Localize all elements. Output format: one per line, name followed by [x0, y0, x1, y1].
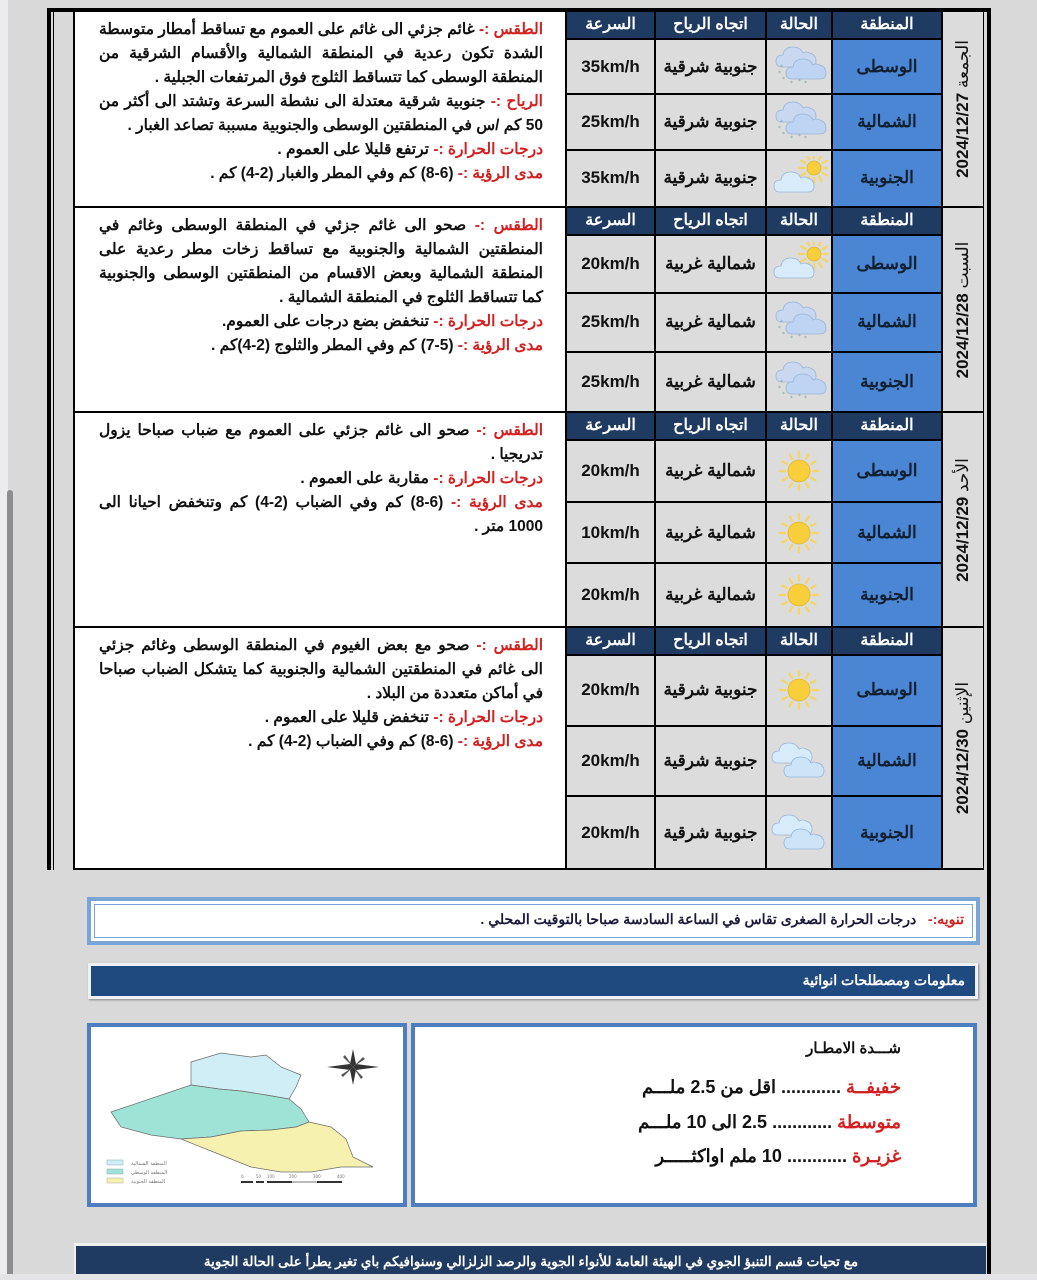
wind-direction-cell: جنوبية شرقية — [656, 727, 767, 798]
svg-text:*: * — [782, 390, 785, 398]
day-description — [75, 413, 567, 626]
rain-dots: ............ — [781, 1077, 842, 1097]
header-state: الحالة — [767, 12, 833, 40]
temperature-line — [99, 310, 543, 334]
cloud-rain-snow-icon — [770, 360, 828, 404]
table-header — [567, 628, 943, 656]
state-cell — [767, 236, 833, 294]
weather-line — [99, 18, 543, 90]
rain-label: خفيفــة — [846, 1077, 901, 1097]
svg-text:*: * — [804, 394, 807, 402]
table-row — [567, 294, 943, 352]
temperature-text: ترتفع قليلا على العموم . — [277, 141, 429, 158]
speed-cell: 20km/h — [567, 656, 656, 727]
svg-text:*: * — [790, 335, 793, 343]
iraq-regions-map — [87, 1023, 407, 1207]
wind-direction-cell: جنوبية شرقية — [656, 151, 767, 206]
weather-text: صحو الى غائم جزئي في المنطقة الوسطى وغائم في المنطقتين الشمالية والجنوبية مع تساقط زخات مطر رعدية على المنطقة الشمالية وبعض الاقسام من المنطقتين الوسطى والجنوبية كما تتساقط الثلوج في المنطقة الشمالية . — [99, 217, 543, 306]
state-cell — [767, 151, 833, 206]
partly-cloudy-icon — [770, 242, 828, 286]
day-date — [953, 40, 973, 178]
legend-central: المنطقة الوسطى — [131, 1170, 168, 1176]
day-name: الأحد — [953, 457, 972, 492]
header-wind-direction: اتجاه الرياح — [656, 413, 767, 441]
rain-intensity-title: شـــدة الامطـار — [806, 1040, 901, 1057]
day-block — [75, 206, 984, 411]
header-state: الحالة — [767, 628, 833, 656]
wind-direction-cell: شمالية غربية — [656, 564, 767, 626]
header-wind-direction: اتجاه الرياح — [656, 628, 767, 656]
forecast-table — [73, 12, 984, 870]
state-cell — [767, 797, 833, 868]
sun-icon — [770, 668, 828, 712]
weather-text: صحو مع بعض الغيوم في المنطقة الوسطى وغائم جزئي الى غائم في المنطقتين الشمالية والجنوبية كما يتشكل الضباب صباحا في أماكن متعددة من البلاد . — [99, 637, 543, 702]
header-wind-direction: اتجاه الرياح — [656, 12, 767, 40]
rain-dots: ............ — [772, 1112, 833, 1132]
weather-text: غائم جزئي الى غائم على العموم مع تساقط أمطار متوسطة الشدة تكون رعدية في المنطقة الشمالية والأقسام الشرقية من المنطقة الوسطى كما تتساقط الثلوج فوق المرتفعات الجبلية . — [99, 21, 543, 86]
region-cell: الوسطى — [833, 236, 943, 294]
svg-text:*: * — [804, 134, 807, 142]
day-block — [75, 12, 984, 206]
speed-cell: 20km/h — [567, 564, 656, 626]
state-cell — [767, 656, 833, 727]
date: 2024/12/28 — [953, 292, 972, 378]
header-speed: السرعة — [567, 628, 656, 656]
header-speed: السرعة — [567, 413, 656, 441]
visibility-label: مدى الرؤية :- — [451, 494, 543, 511]
state-cell — [767, 727, 833, 798]
header-region: المنطقة — [833, 413, 943, 441]
weather-line — [99, 214, 543, 310]
note — [94, 904, 973, 938]
visibility-label: مدى الرؤية :- — [457, 337, 543, 354]
region-table — [567, 628, 943, 868]
speed-cell: 25km/h — [567, 95, 656, 150]
visibility-label: مدى الرؤية :- — [457, 165, 543, 182]
weather-label: الطقس :- — [476, 422, 543, 439]
region-cell: الوسطى — [833, 441, 943, 503]
speed-cell: 35km/h — [567, 40, 656, 95]
weather-label: الطقس :- — [474, 217, 543, 234]
sun-icon — [770, 449, 828, 493]
speed-cell: 20km/h — [567, 441, 656, 503]
date: 2024/12/30 — [953, 729, 972, 815]
visibility-text: (5-7) كم وفي المطر والثلوج (2-4)كم . — [211, 337, 454, 354]
frame-border — [53, 8, 54, 870]
svg-text:*: * — [804, 79, 807, 87]
svg-text:*: * — [780, 63, 783, 71]
weather-line — [99, 419, 543, 467]
region-table — [567, 413, 943, 626]
speed-cell: 20km/h — [567, 727, 656, 798]
svg-text:*: * — [778, 384, 781, 392]
speed-cell: 25km/h — [567, 294, 656, 352]
weather-line — [99, 634, 543, 706]
day-name: الجمعة — [953, 40, 972, 89]
table-row — [567, 236, 943, 294]
visibility-label: مدى الرؤية :- — [457, 733, 543, 750]
wind-direction-cell: جنوبية شرقية — [656, 656, 767, 727]
svg-text:*: * — [790, 134, 793, 142]
table-row — [567, 656, 943, 727]
svg-text:*: * — [778, 325, 781, 333]
region-cell: الشمالية — [833, 95, 943, 150]
region-table — [567, 208, 943, 411]
header-speed: السرعة — [567, 208, 656, 236]
rain-value: 2.5 الى 10 ملـــم — [638, 1112, 768, 1132]
svg-text:*: * — [798, 333, 801, 341]
day-block — [75, 626, 984, 868]
region-cell: الجنوبية — [833, 564, 943, 626]
svg-text:*: * — [778, 124, 781, 132]
weather-text: صحو الى غائم جزئي على العموم مع ضباب صباحا يزول تدريجيا . — [99, 422, 543, 463]
frame-border — [47, 8, 51, 870]
table-row — [567, 441, 943, 503]
temperature-label: درجات الحرارة :- — [433, 313, 543, 330]
date-column — [943, 413, 984, 626]
header-region: المنطقة — [833, 628, 943, 656]
cloud-rain-snow-icon — [770, 45, 828, 89]
speed-cell: 10km/h — [567, 503, 656, 565]
temperature-label: درجات الحرارة :- — [433, 470, 543, 487]
rain-row-moderate — [638, 1112, 901, 1133]
scale-tick: 300 — [313, 1174, 321, 1179]
table-row — [567, 95, 943, 150]
note-text: درجات الحرارة الصغرى تقاس في الساعة السادسة صباحا بالتوقيت المحلي . — [480, 911, 917, 927]
region-table — [567, 12, 943, 206]
svg-text:*: * — [798, 132, 801, 140]
legend-south: المنطقة الجنوبية — [131, 1179, 166, 1185]
wind-direction-cell: جنوبية شرقية — [656, 95, 767, 150]
temperature-line — [99, 138, 543, 162]
rain-value: اقل من 2.5 ملـــم — [641, 1077, 776, 1097]
cloudy-icon — [770, 739, 828, 783]
table-header — [567, 413, 943, 441]
scale-tick: 100 — [267, 1174, 275, 1179]
svg-text:*: * — [790, 394, 793, 402]
date-column — [943, 628, 984, 868]
svg-text:*: * — [780, 319, 783, 327]
day-name: السبت — [953, 241, 972, 289]
temperature-label: درجات الحرارة :- — [433, 709, 543, 726]
svg-text:*: * — [804, 335, 807, 343]
wind-direction-cell: شمالية غربية — [656, 294, 767, 352]
wind-direction-cell: شمالية غربية — [656, 236, 767, 294]
map-graphic — [91, 1027, 403, 1203]
visibility-line — [99, 491, 543, 539]
svg-text:*: * — [780, 378, 783, 386]
rain-dots: ............ — [786, 1146, 847, 1166]
temperature-label: درجات الحرارة :- — [433, 141, 543, 158]
day-date — [953, 458, 973, 582]
speed-cell: 20km/h — [567, 236, 656, 294]
temperature-line — [99, 706, 543, 730]
table-row — [567, 151, 943, 206]
table-row — [567, 503, 943, 565]
visibility-text: (6-8) كم وفي الضباب (2-4) كم . — [248, 733, 454, 750]
rain-row-heavy — [655, 1146, 901, 1167]
wind-text: جنوبية شرقية معتدلة الى نشطة السرعة وتشتد الى أكثر من 50 كم /س في المنطقتين الوسطى والجنوبية مسببة تصاعد الغبار . — [99, 93, 543, 134]
speed-cell: 35km/h — [567, 151, 656, 206]
wind-label: الرياح :- — [490, 93, 543, 110]
info-section-title: معلومات ومصطلحات انوائية — [88, 963, 978, 999]
svg-text:*: * — [798, 77, 801, 85]
scale-tick: 400 — [337, 1174, 345, 1179]
day-description — [75, 628, 567, 868]
temperature-text: تنخفض بضع درجات على العموم. — [221, 313, 429, 330]
visibility-text: (6-8) كم وفي الضباب (2-4) كم وتنخفض احيانا الى 1000 متر . — [99, 494, 543, 535]
frame-border — [987, 8, 991, 1280]
region-cell: الوسطى — [833, 656, 943, 727]
wind-direction-cell: جنوبية شرقية — [656, 40, 767, 95]
date: 2024/12/29 — [953, 496, 972, 582]
state-cell — [767, 294, 833, 352]
cloud-rain-snow-icon — [770, 100, 828, 144]
scrollbar[interactable] — [7, 490, 13, 1280]
visibility-line — [99, 162, 543, 186]
rain-row-light — [642, 1077, 901, 1098]
table-row — [567, 797, 943, 868]
speed-cell: 20km/h — [567, 797, 656, 868]
map-legend — [107, 1160, 167, 1185]
wind-direction-cell: شمالية غربية — [656, 441, 767, 503]
svg-text:*: * — [798, 392, 801, 400]
rain-label: غزيـرة — [852, 1146, 901, 1166]
sun-icon — [770, 511, 828, 555]
wind-direction-cell: جنوبية شرقية — [656, 797, 767, 868]
rain-label: متوسطة — [837, 1112, 901, 1132]
region-cell: الشمالية — [833, 294, 943, 352]
date-column — [943, 12, 984, 206]
day-date — [953, 241, 973, 378]
day-description — [75, 208, 567, 411]
table-row — [567, 727, 943, 798]
scale-tick: 200 — [289, 1174, 297, 1179]
day-description — [75, 12, 567, 206]
header-speed: السرعة — [567, 12, 656, 40]
date: 2024/12/27 — [953, 92, 972, 178]
viewer-bottom-edge — [0, 1274, 1037, 1280]
temperature-text: تنخفض قليلا على العموم . — [264, 709, 429, 726]
state-cell — [767, 503, 833, 565]
wind-direction-cell: شمالية غربية — [656, 353, 767, 411]
temperature-text: مقاربة على العموم . — [300, 470, 429, 487]
footer-banner: مع تحيات قسم التنبؤ الجوي في الهيئة العامة للأنواء الجوية والرصد الزلزالي وسنوافيكم باي تغير يطرأ على الحالة الجوية — [74, 1243, 986, 1280]
state-cell — [767, 353, 833, 411]
svg-text:*: * — [790, 79, 793, 87]
table-header — [567, 12, 943, 40]
weather-label: الطقس :- — [479, 21, 543, 38]
header-region: المنطقة — [833, 12, 943, 40]
table-row — [567, 40, 943, 95]
region-cell: الجنوبية — [833, 353, 943, 411]
region-cell: الوسطى — [833, 40, 943, 95]
rain-intensity-box — [411, 1023, 977, 1207]
note-box — [87, 897, 980, 945]
region-cell: الجنوبية — [833, 797, 943, 868]
day-name: الإثنين — [953, 681, 972, 725]
state-cell — [767, 564, 833, 626]
visibility-text: (6-8) كم وفي المطر والغبار (2-4) كم . — [210, 165, 454, 182]
wind-direction-cell: شمالية غربية — [656, 503, 767, 565]
speed-cell: 25km/h — [567, 353, 656, 411]
table-row — [567, 564, 943, 626]
header-wind-direction: اتجاه الرياح — [656, 208, 767, 236]
cloud-rain-snow-icon — [770, 300, 828, 344]
wind-line — [99, 90, 543, 138]
header-state: الحالة — [767, 208, 833, 236]
temperature-line — [99, 467, 543, 491]
legend-north: المنطقة الشمالية — [131, 1161, 167, 1167]
state-cell — [767, 40, 833, 95]
note-label: تنويه:- — [927, 911, 964, 927]
cloudy-icon — [770, 811, 828, 855]
region-cell: الشمالية — [833, 503, 943, 565]
scale-tick: 50 — [256, 1174, 262, 1179]
svg-text:*: * — [782, 75, 785, 83]
partly-cloudy-icon — [770, 156, 828, 200]
svg-text:*: * — [782, 130, 785, 138]
region-cell: الجنوبية — [833, 151, 943, 206]
date-column — [943, 208, 984, 411]
region-cell: الشمالية — [833, 727, 943, 798]
day-block — [75, 411, 984, 626]
header-region: المنطقة — [833, 208, 943, 236]
rain-value: 10 ملم اواكثـــــر — [655, 1146, 782, 1166]
header-state: الحالة — [767, 413, 833, 441]
scale-tick: 0 — [241, 1174, 244, 1179]
table-header — [567, 208, 943, 236]
svg-text:*: * — [782, 331, 785, 339]
table-row — [567, 353, 943, 411]
weather-label: الطقس :- — [476, 637, 543, 654]
day-date — [953, 682, 973, 814]
state-cell — [767, 441, 833, 503]
svg-text:*: * — [780, 118, 783, 126]
state-cell — [767, 95, 833, 150]
visibility-line — [99, 730, 543, 754]
svg-text:*: * — [778, 69, 781, 77]
visibility-line — [99, 334, 543, 358]
sun-icon — [770, 573, 828, 617]
